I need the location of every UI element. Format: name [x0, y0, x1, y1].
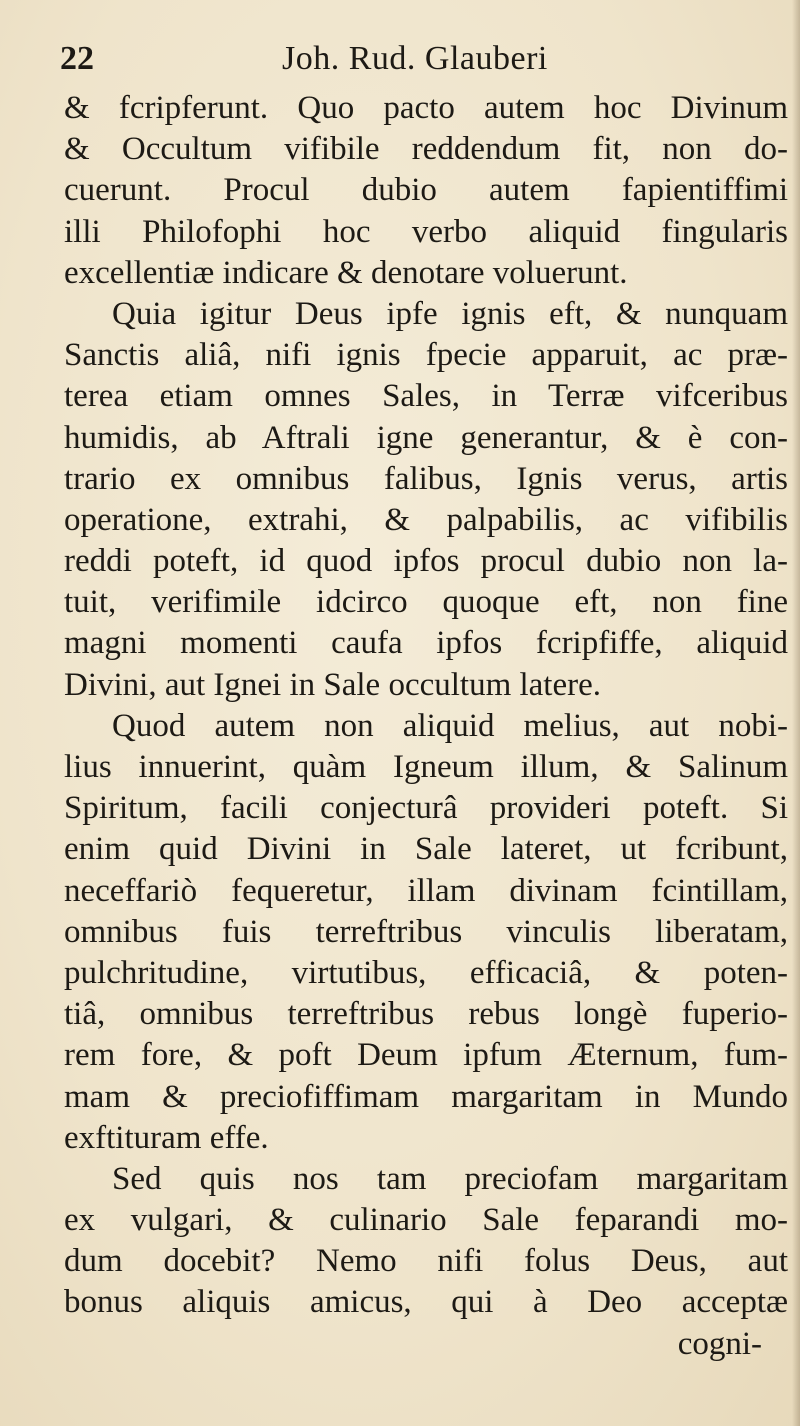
text-line: exftituram effe.	[64, 1119, 269, 1156]
text-line: trario ex omnibus falibus, Ignis verus, artis	[64, 460, 788, 497]
text-line: cuerunt. Procul dubio autem fapientiffimi	[64, 172, 788, 209]
text-line: operatione, extrahi, & palpabilis, ac vifibilis	[64, 501, 788, 538]
text-line: excellentiæ indicare & denotare voluerunt.	[64, 254, 628, 291]
text-line: Quia igitur Deus ipfe ignis eft, & nunquam	[112, 295, 788, 332]
text-line: bonus aliquis amicus, qui à Deo acceptæ	[64, 1284, 788, 1321]
text-line: & fcripferunt. Quo pacto autem hoc Divinum	[64, 90, 788, 126]
text-line: Sed quis nos tam preciofam margaritam	[112, 1160, 788, 1197]
text-line: rem fore, & poft Deum ipfum Æternum, fum-	[64, 1037, 788, 1074]
page-edge-shadow	[792, 0, 800, 1426]
text-line: magni momenti caufa ipfos fcripfiffe, aliquid	[64, 625, 788, 662]
text-line: mam & preciofiffimam margaritam in Mundo	[64, 1078, 788, 1115]
catchword: cogni-	[677, 1325, 762, 1362]
text-line: tiâ, omnibus terreftribus rebus longè fuperio-	[64, 996, 788, 1033]
text-line: illi Philofophi hoc verbo aliquid fingularis	[64, 213, 788, 250]
text-line: humidis, ab Aftrali igne generantur, & è con-	[64, 419, 788, 456]
text-line: terea etiam omnes Sales, in Terræ vifceribus	[64, 378, 788, 415]
text-line: & Occultum vifibile reddendum fit, non do-	[64, 131, 788, 168]
text-line: Divini, aut Ignei in Sale occultum latere.	[64, 666, 602, 703]
text-line: Quod autem non aliquid melius, aut nobi-	[112, 707, 788, 744]
text-line: Sanctis aliâ, nifi ignis fpecie apparuit, ac præ-	[64, 337, 788, 374]
text-line: dum docebit? Nemo nifi folus Deus, aut	[64, 1243, 788, 1280]
text-line: omnibus fuis terreftribus vinculis liberatam,	[64, 913, 788, 950]
text-line: Spiritum, facili conjecturâ provideri poteft. Si	[64, 790, 788, 827]
page-header	[60, 36, 760, 82]
running-head: Joh. Rud. Glauberi	[282, 40, 548, 77]
text-line: ex vulgari, & culinario Sale feparandi mo-	[64, 1202, 788, 1239]
text-line: tuit, verifimile idcirco quoque eft, non fine	[64, 584, 788, 621]
page-number: 22	[60, 40, 94, 77]
body-text	[0, 88, 800, 1365]
text-line: reddi poteft, id quod ipfos procul dubio non la-	[64, 543, 788, 580]
text-line: enim quid Divini in Sale lateret, ut fcribunt,	[64, 831, 788, 868]
text-line: neceffariò fequeretur, illam divinam fcintillam,	[64, 872, 788, 909]
text-line: lius innuerint, quàm Igneum illum, & Salinum	[64, 749, 788, 785]
text-line: pulchritudine, virtutibus, efficaciâ, & poten-	[64, 954, 788, 991]
